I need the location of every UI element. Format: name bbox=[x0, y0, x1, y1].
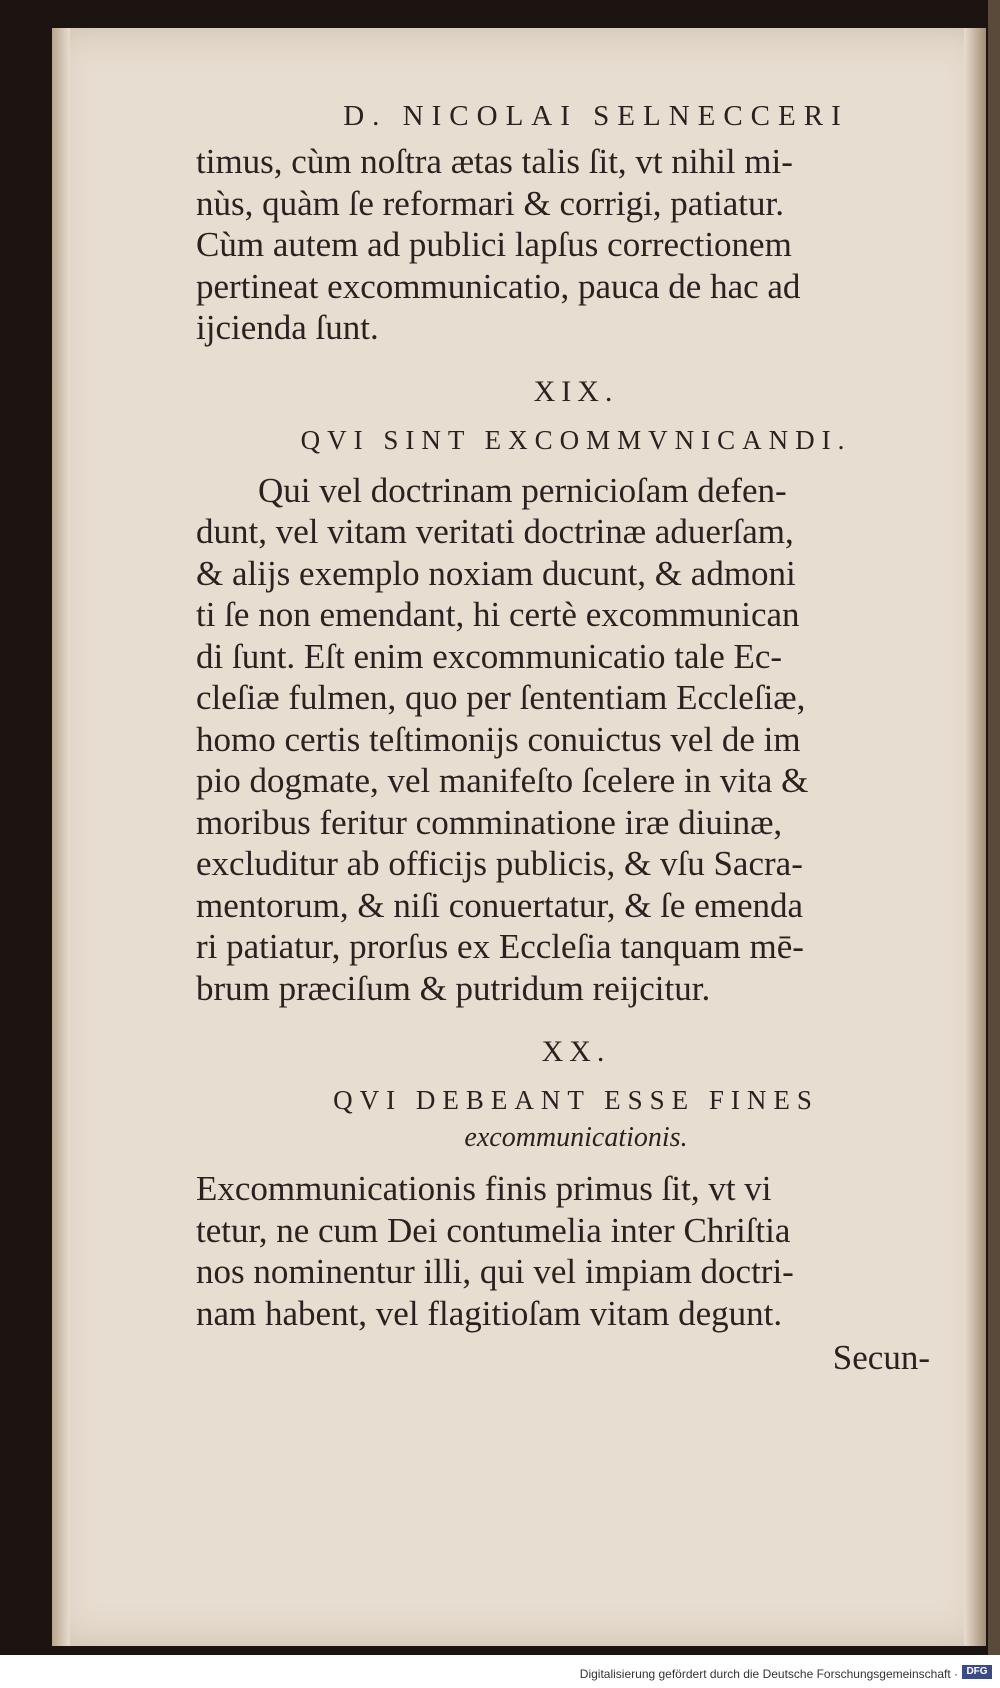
scan-edge bbox=[988, 0, 1000, 1655]
text-line: mentorum, & niſi conuertatur, & ſe emenda bbox=[196, 885, 804, 925]
section-paragraph bbox=[196, 470, 956, 1010]
page-gutter-shadow bbox=[52, 28, 70, 1646]
text-line: ri patiatur, prorſus ex Eccleſia tanquam mē- bbox=[196, 927, 804, 966]
text-line: pio dogmate, vel manifeſto ſcelere in vita & bbox=[196, 761, 809, 800]
page-text bbox=[196, 100, 956, 1378]
text-line: nos nominentur illi, qui vel impiam doctri- bbox=[196, 1252, 794, 1291]
text-line: pertineat excommunicatio, pauca de hac ad bbox=[196, 266, 801, 306]
text-line: excluditur ab officijs publicis, & vſu Sacra- bbox=[196, 844, 803, 883]
text-line: tetur, ne cum Dei contumelia inter Chriſtia bbox=[196, 1210, 791, 1250]
section-number: XX. bbox=[541, 1035, 611, 1068]
text-line: Cùm autem ad publici lapſus correctionem bbox=[196, 225, 792, 264]
text-line: & alijs exemplo noxiam ducunt, & admoni bbox=[196, 553, 796, 593]
text-line: Excommunicationis finis primus ſit, vt vi bbox=[196, 1169, 772, 1208]
text-line: ti ſe non emendant, hi certè excommunican bbox=[196, 595, 800, 634]
text-line: ijcienda ſunt. bbox=[196, 308, 379, 347]
text-line: brum præciſum & putridum reijcitur. bbox=[196, 968, 711, 1008]
text-line: cleſiæ fulmen, quo per ſententiam Eccleſiæ, bbox=[196, 678, 806, 717]
running-head: D. NICOLAI SELNECCERI bbox=[343, 100, 849, 132]
text-line: dunt, vel vitam veritati doctrinæ aduerſam, bbox=[196, 512, 794, 551]
text-line: homo certis teſtimonijs conuictus vel de im bbox=[196, 719, 801, 759]
funding-credit: Digitalisierung gefördert durch die Deutsche Forschungsgemeinschaft · bbox=[579, 1667, 958, 1681]
page-edge-shadow bbox=[964, 28, 986, 1646]
section-subtitle: excommunicationis. bbox=[464, 1122, 688, 1153]
section-number: XIX. bbox=[533, 374, 619, 408]
section-paragraph bbox=[196, 1168, 956, 1334]
text-line: moribus feritur comminatione iræ diuinæ, bbox=[196, 802, 783, 842]
text-line: Qui vel doctrinam pernicioſam defen- bbox=[258, 470, 787, 510]
intro-paragraph bbox=[196, 141, 956, 349]
section-title: QVI SINT EXCOMMVNICANDI. bbox=[300, 424, 852, 455]
text-line: nùs, quàm ſe reformari & corrigi, patiatur. bbox=[196, 183, 785, 223]
text-line: timus, cùm noſtra ætas talis ſit, vt nihil mi- bbox=[196, 142, 793, 181]
catchword: Secun- bbox=[832, 1338, 930, 1377]
dfg-logo-icon: DFG bbox=[962, 1665, 992, 1679]
section-title: QVI DEBEANT ESSE FINES bbox=[333, 1085, 819, 1115]
text-line: nam habent, vel flagitioſam vitam degunt. bbox=[196, 1293, 783, 1333]
footer-bar bbox=[0, 1658, 1000, 1688]
text-line: di ſunt. Eſt enim excommunicatio tale Ec- bbox=[196, 636, 783, 676]
